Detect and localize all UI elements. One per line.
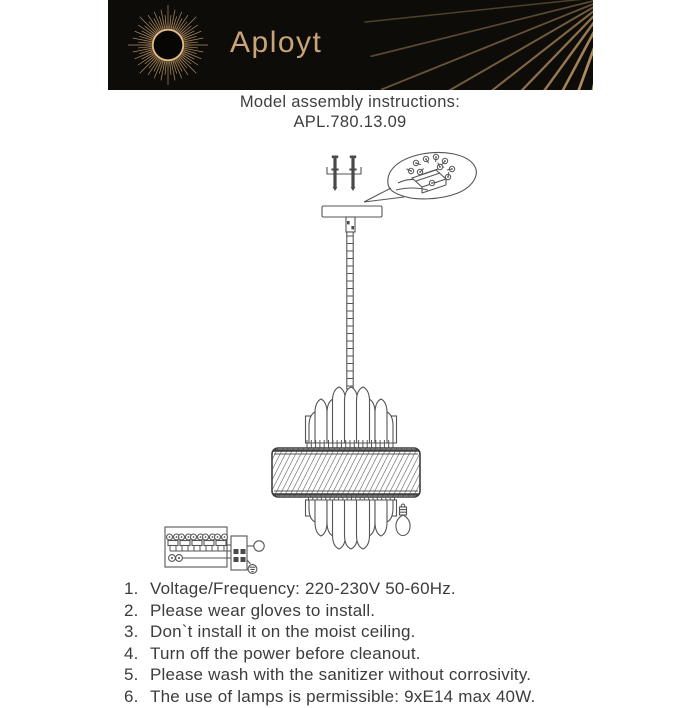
instruction-item	[124, 686, 594, 708]
brand-name: Aployt	[230, 25, 322, 61]
instruction-number: 6.	[124, 686, 150, 708]
instruction-number: 1.	[124, 578, 150, 600]
instruction-item	[124, 578, 594, 600]
instruction-number: 2.	[124, 600, 150, 622]
instruction-number: 3.	[124, 621, 150, 643]
mounting-bolts-icon	[327, 156, 361, 192]
instruction-text: Please wash with the sanitizer without corrosivity.	[150, 664, 531, 686]
wiring-diagram-icon	[165, 527, 264, 573]
instruction-text: Don`t install it on the moist ceiling.	[150, 621, 416, 643]
suspension-chain-icon	[347, 232, 353, 389]
instruction-text: The use of lamps is permissible: 9xE14 max 40W.	[150, 686, 535, 708]
ceiling-canopy-icon	[322, 206, 382, 232]
instruction-text: Voltage/Frequency: 220-230V 50-60Hz.	[150, 578, 456, 600]
instruction-item	[124, 643, 594, 665]
pleated-drum-icon	[272, 448, 420, 497]
instruction-text: Turn off the power before cleanout.	[150, 643, 421, 665]
instruction-number: 4.	[124, 643, 150, 665]
instruction-number: 5.	[124, 664, 150, 686]
detail-callout-icon	[364, 152, 476, 202]
instructions-list	[124, 578, 594, 708]
instruction-item	[124, 664, 594, 686]
model-number: APL.780.13.09	[0, 113, 700, 133]
page-title: Model assembly instructions:	[0, 93, 700, 113]
instruction-text: Please wear gloves to install.	[150, 600, 375, 622]
instruction-item	[124, 600, 594, 622]
candle-bulb-icon	[396, 504, 410, 535]
instruction-item	[124, 621, 594, 643]
